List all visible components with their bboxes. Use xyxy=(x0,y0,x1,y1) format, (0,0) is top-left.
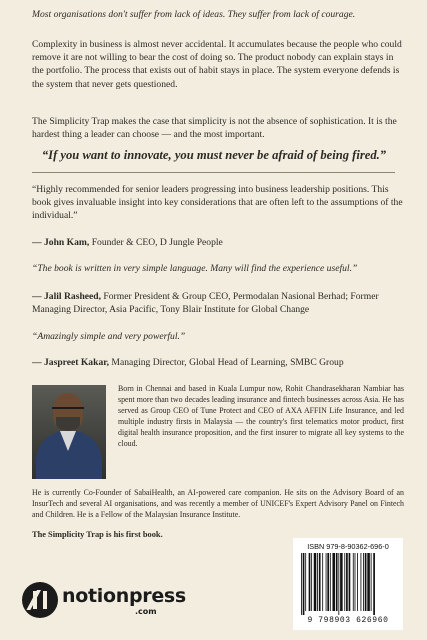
barcode-bar xyxy=(336,553,338,611)
barcode-bar xyxy=(367,553,370,611)
barcode-bars xyxy=(301,553,395,615)
barcode-bar xyxy=(349,553,351,611)
reviewer-name-3: — Jaspreet Kakar, xyxy=(32,357,110,368)
intro-paragraph-2: The Simplicity Trap makes the case that simplicity is not the absence of sophistication. It is the hardest thing a leader can choose — and the most important. xyxy=(32,116,397,141)
review-attribution-1 xyxy=(32,236,404,249)
divider xyxy=(32,172,395,173)
publisher-logo xyxy=(22,582,202,618)
first-book-note: The Simplicity Trap is his first book. xyxy=(32,530,163,539)
reviewer-title-3: Managing Director, Global Head of Learning, SMBC Group xyxy=(109,357,344,368)
isbn-barcode xyxy=(293,538,403,630)
author-bio-paragraph-2: He is currently Co-Founder of SabaiHealth, an AI-powered care companion. He sits on the Advisory Board of an InsurTech and several AI organisations, and was recently a member of UNICEF's Expert Advisory Panel on Fintech and Children. He is a Fellow of the Malaysian Insurance Institute. xyxy=(32,488,404,519)
author-photo-beard xyxy=(56,417,80,431)
author-photo-glasses xyxy=(52,407,84,416)
barcode-bar xyxy=(327,553,329,611)
barcode-bar xyxy=(340,553,343,611)
barcode-bar xyxy=(355,553,356,611)
barcode-bar xyxy=(357,553,358,611)
barcode-bar xyxy=(338,553,339,615)
barcode-bar xyxy=(346,553,348,611)
review-quote-3: “Amazingly simple and very powerful.” xyxy=(32,331,186,342)
barcode-bar xyxy=(330,553,331,611)
barcode-bar xyxy=(363,553,364,611)
barcode-bar xyxy=(371,553,372,611)
barcode-bar xyxy=(309,553,311,611)
notion-press-logo-icon xyxy=(22,582,58,618)
reviewer-title-1: Founder & CEO, D Jungle People xyxy=(89,237,223,248)
barcode-bar xyxy=(373,553,375,615)
author-photo xyxy=(32,385,106,479)
barcode-bar xyxy=(314,553,317,611)
reviewer-name-2: — Jalil Rasheed, xyxy=(32,291,102,302)
barcode-bar xyxy=(326,553,327,611)
review-quote-2: “The book is written in very simple language. Many will find the experience useful.” xyxy=(32,263,358,274)
reviewer-title-2: Former President & Group CEO, Permodalan Nasional Berhad; Former Managing Director, Asia Pacific, Tony Blair Institute for Global Change xyxy=(32,291,379,316)
author-bio-paragraph-1: Born in Chennai and based in Kuala Lumpur now, Rohit Chandrasekharan Nambiar has spent more than two decades leading insurance and fintech businesses across Asia. He has served as Group CEO of Tune Protect and CEO of AXA AFFIN Life Insurance, and led multiple industry firsts in Malaysia — the country's first telematics motor product, first digital health insurance proposition, and the first insurer to migrate all key systems to the cloud. xyxy=(118,384,404,448)
barcode-bar xyxy=(344,553,345,611)
barcode-bar xyxy=(319,553,321,611)
publisher-name: notionpress xyxy=(62,585,186,607)
review-attribution-2 xyxy=(32,290,404,316)
barcode-bar xyxy=(317,553,318,611)
review-quote-1: “Highly recommended for senior leaders progressing into business leadership positions. This book gives invaluable insight into key considerations that are often left to the assumptions of the individual.” xyxy=(32,184,403,222)
barcode-bar xyxy=(311,553,312,611)
barcode-bar xyxy=(301,553,302,615)
publisher-suffix: .com xyxy=(135,607,157,616)
intro-paragraph-1: Complexity in business is almost never accidental. It accumulates because the people who could remove it are not willing to bear the cost of doing so. The product nobody can explain stays in the portfolio. The process that exists out of habit stays in place. The system everyone defends is the system that never gets questioned. xyxy=(32,39,402,90)
tagline: Most organisations don't suffer from lack of ideas. They suffer from lack of courage. xyxy=(32,9,356,20)
barcode-bar xyxy=(365,553,367,611)
isbn-label: ISBN 979-8-90362-696-0 xyxy=(307,542,389,551)
barcode-bar xyxy=(303,553,305,615)
barcode-bar xyxy=(305,553,306,611)
barcode-bar xyxy=(322,553,323,611)
pull-quote: “If you want to innovate, you must never be afraid of being fired.” xyxy=(41,148,387,162)
review-attribution-3 xyxy=(32,356,404,369)
barcode-bar xyxy=(361,553,362,611)
barcode-bar xyxy=(332,553,335,611)
reviewer-name-1: — John Kam, xyxy=(32,237,90,248)
barcode-bar xyxy=(353,553,354,611)
barcode-digits: 9 798903 626960 xyxy=(307,616,389,625)
